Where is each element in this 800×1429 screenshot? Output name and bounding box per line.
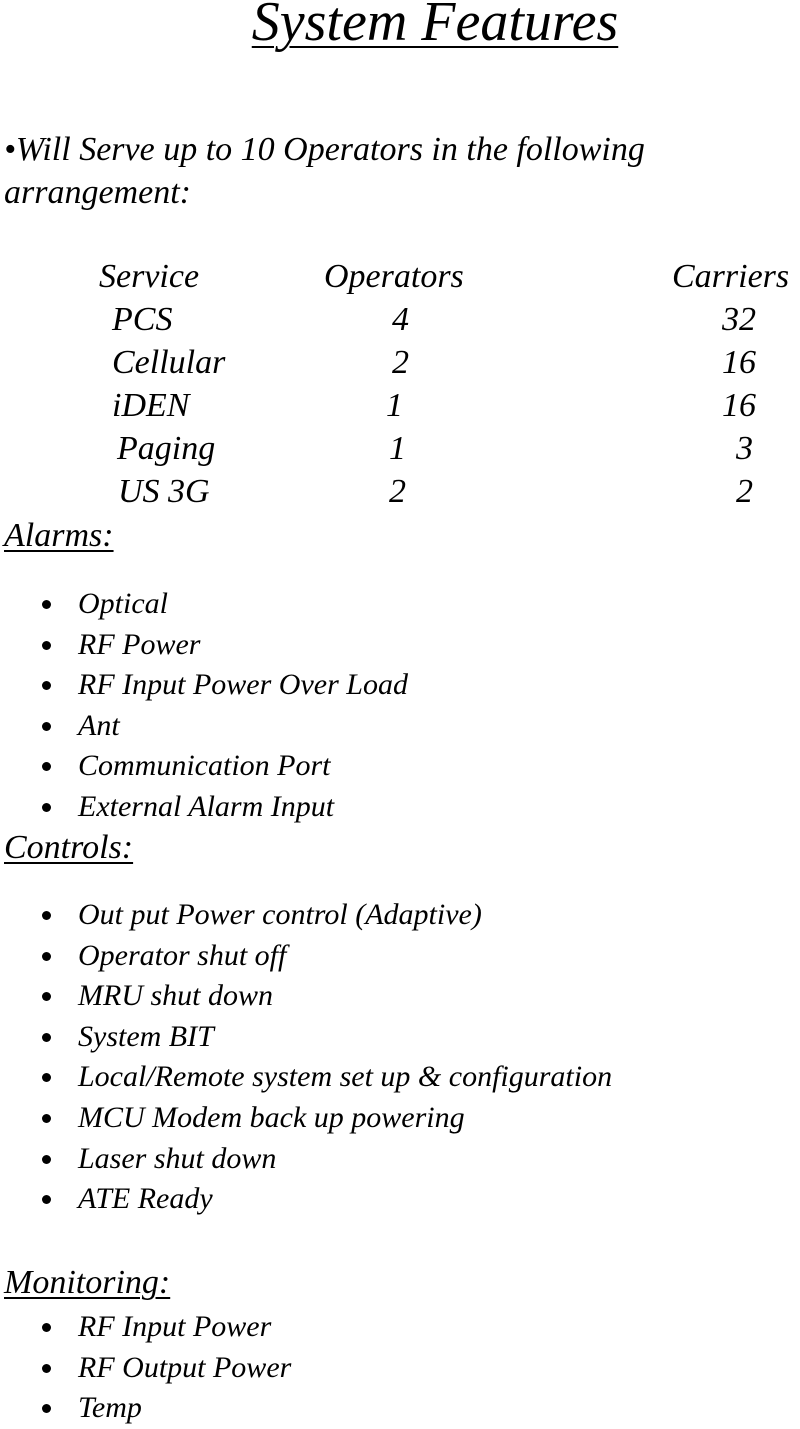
table-cell-service: US 3G: [118, 473, 210, 510]
table-cell-carriers: 3: [736, 430, 753, 467]
intro-text: [4, 128, 645, 214]
list-item: RF Output Power: [0, 1348, 291, 1389]
monitoring-heading: Monitoring:: [4, 1264, 171, 1301]
table-cell-service: iDEN: [112, 387, 190, 424]
list-item: System BIT: [0, 1017, 612, 1058]
list-item: Temp: [0, 1388, 291, 1429]
bullet-icon: [42, 1155, 51, 1164]
bullet-icon: [42, 762, 51, 771]
list-item: ATE Ready: [0, 1179, 612, 1220]
list-item: Ant: [0, 706, 408, 747]
list-item: Communication Port: [0, 746, 408, 787]
list-item: External Alarm Input: [0, 787, 408, 828]
table-cell-service: PCS: [112, 301, 173, 338]
bullet-icon: [42, 1323, 51, 1332]
bullet-icon: [42, 722, 51, 731]
bullet-icon: [42, 1073, 51, 1082]
bullet-icon: [42, 952, 51, 961]
table-cell-operators: 1: [389, 430, 406, 467]
bullet-icon: [42, 1364, 51, 1373]
alarms-list: [0, 584, 408, 828]
table-header-operators: Operators: [324, 258, 464, 295]
list-item: Local/Remote system set up & configuration: [0, 1057, 612, 1098]
table-cell-carriers: 2: [736, 473, 753, 510]
table-cell-carriers: 16: [722, 387, 756, 424]
bullet-icon: [42, 600, 51, 609]
bullet-icon: [42, 803, 51, 812]
intro-line-2: arrangement:: [4, 174, 191, 211]
list-item: Operator shut off: [0, 936, 612, 977]
page-title: System Features: [251, 0, 619, 53]
table-cell-operators: 4: [392, 301, 409, 338]
list-item: Optical: [0, 584, 408, 625]
list-item: RF Input Power Over Load: [0, 665, 408, 706]
list-item: RF Power: [0, 625, 408, 666]
table-cell-service: Paging: [117, 430, 216, 467]
table-cell-carriers: 32: [722, 301, 756, 338]
bullet-icon: [42, 1114, 51, 1123]
table-cell-operators: 1: [386, 387, 403, 424]
monitoring-list: [0, 1307, 291, 1429]
bullet-icon: [42, 641, 51, 650]
bullet-icon: [42, 1195, 51, 1204]
bullet-icon: [42, 1404, 51, 1413]
table-cell-carriers: 16: [722, 344, 756, 381]
list-item: MRU shut down: [0, 976, 612, 1017]
bullet-icon: [42, 992, 51, 1001]
list-item: RF Input Power: [0, 1307, 291, 1348]
controls-heading: Controls:: [4, 829, 134, 866]
table-cell-operators: 2: [389, 473, 406, 510]
bullet-icon: [42, 681, 51, 690]
bullet-icon: [42, 911, 51, 920]
controls-list: [0, 895, 612, 1220]
table-cell-service: Cellular: [112, 344, 226, 381]
table-header-carriers: Carriers: [672, 258, 790, 295]
table-header-service: Service: [99, 258, 200, 295]
intro-line-1: •Will Serve up to 10 Operators in the following: [4, 131, 645, 168]
bullet-icon: [42, 1033, 51, 1042]
alarms-heading: Alarms:: [4, 517, 114, 554]
table-cell-operators: 2: [392, 344, 409, 381]
list-item: Laser shut down: [0, 1139, 612, 1180]
list-item: Out put Power control (Adaptive): [0, 895, 612, 936]
list-item: MCU Modem back up powering: [0, 1098, 612, 1139]
